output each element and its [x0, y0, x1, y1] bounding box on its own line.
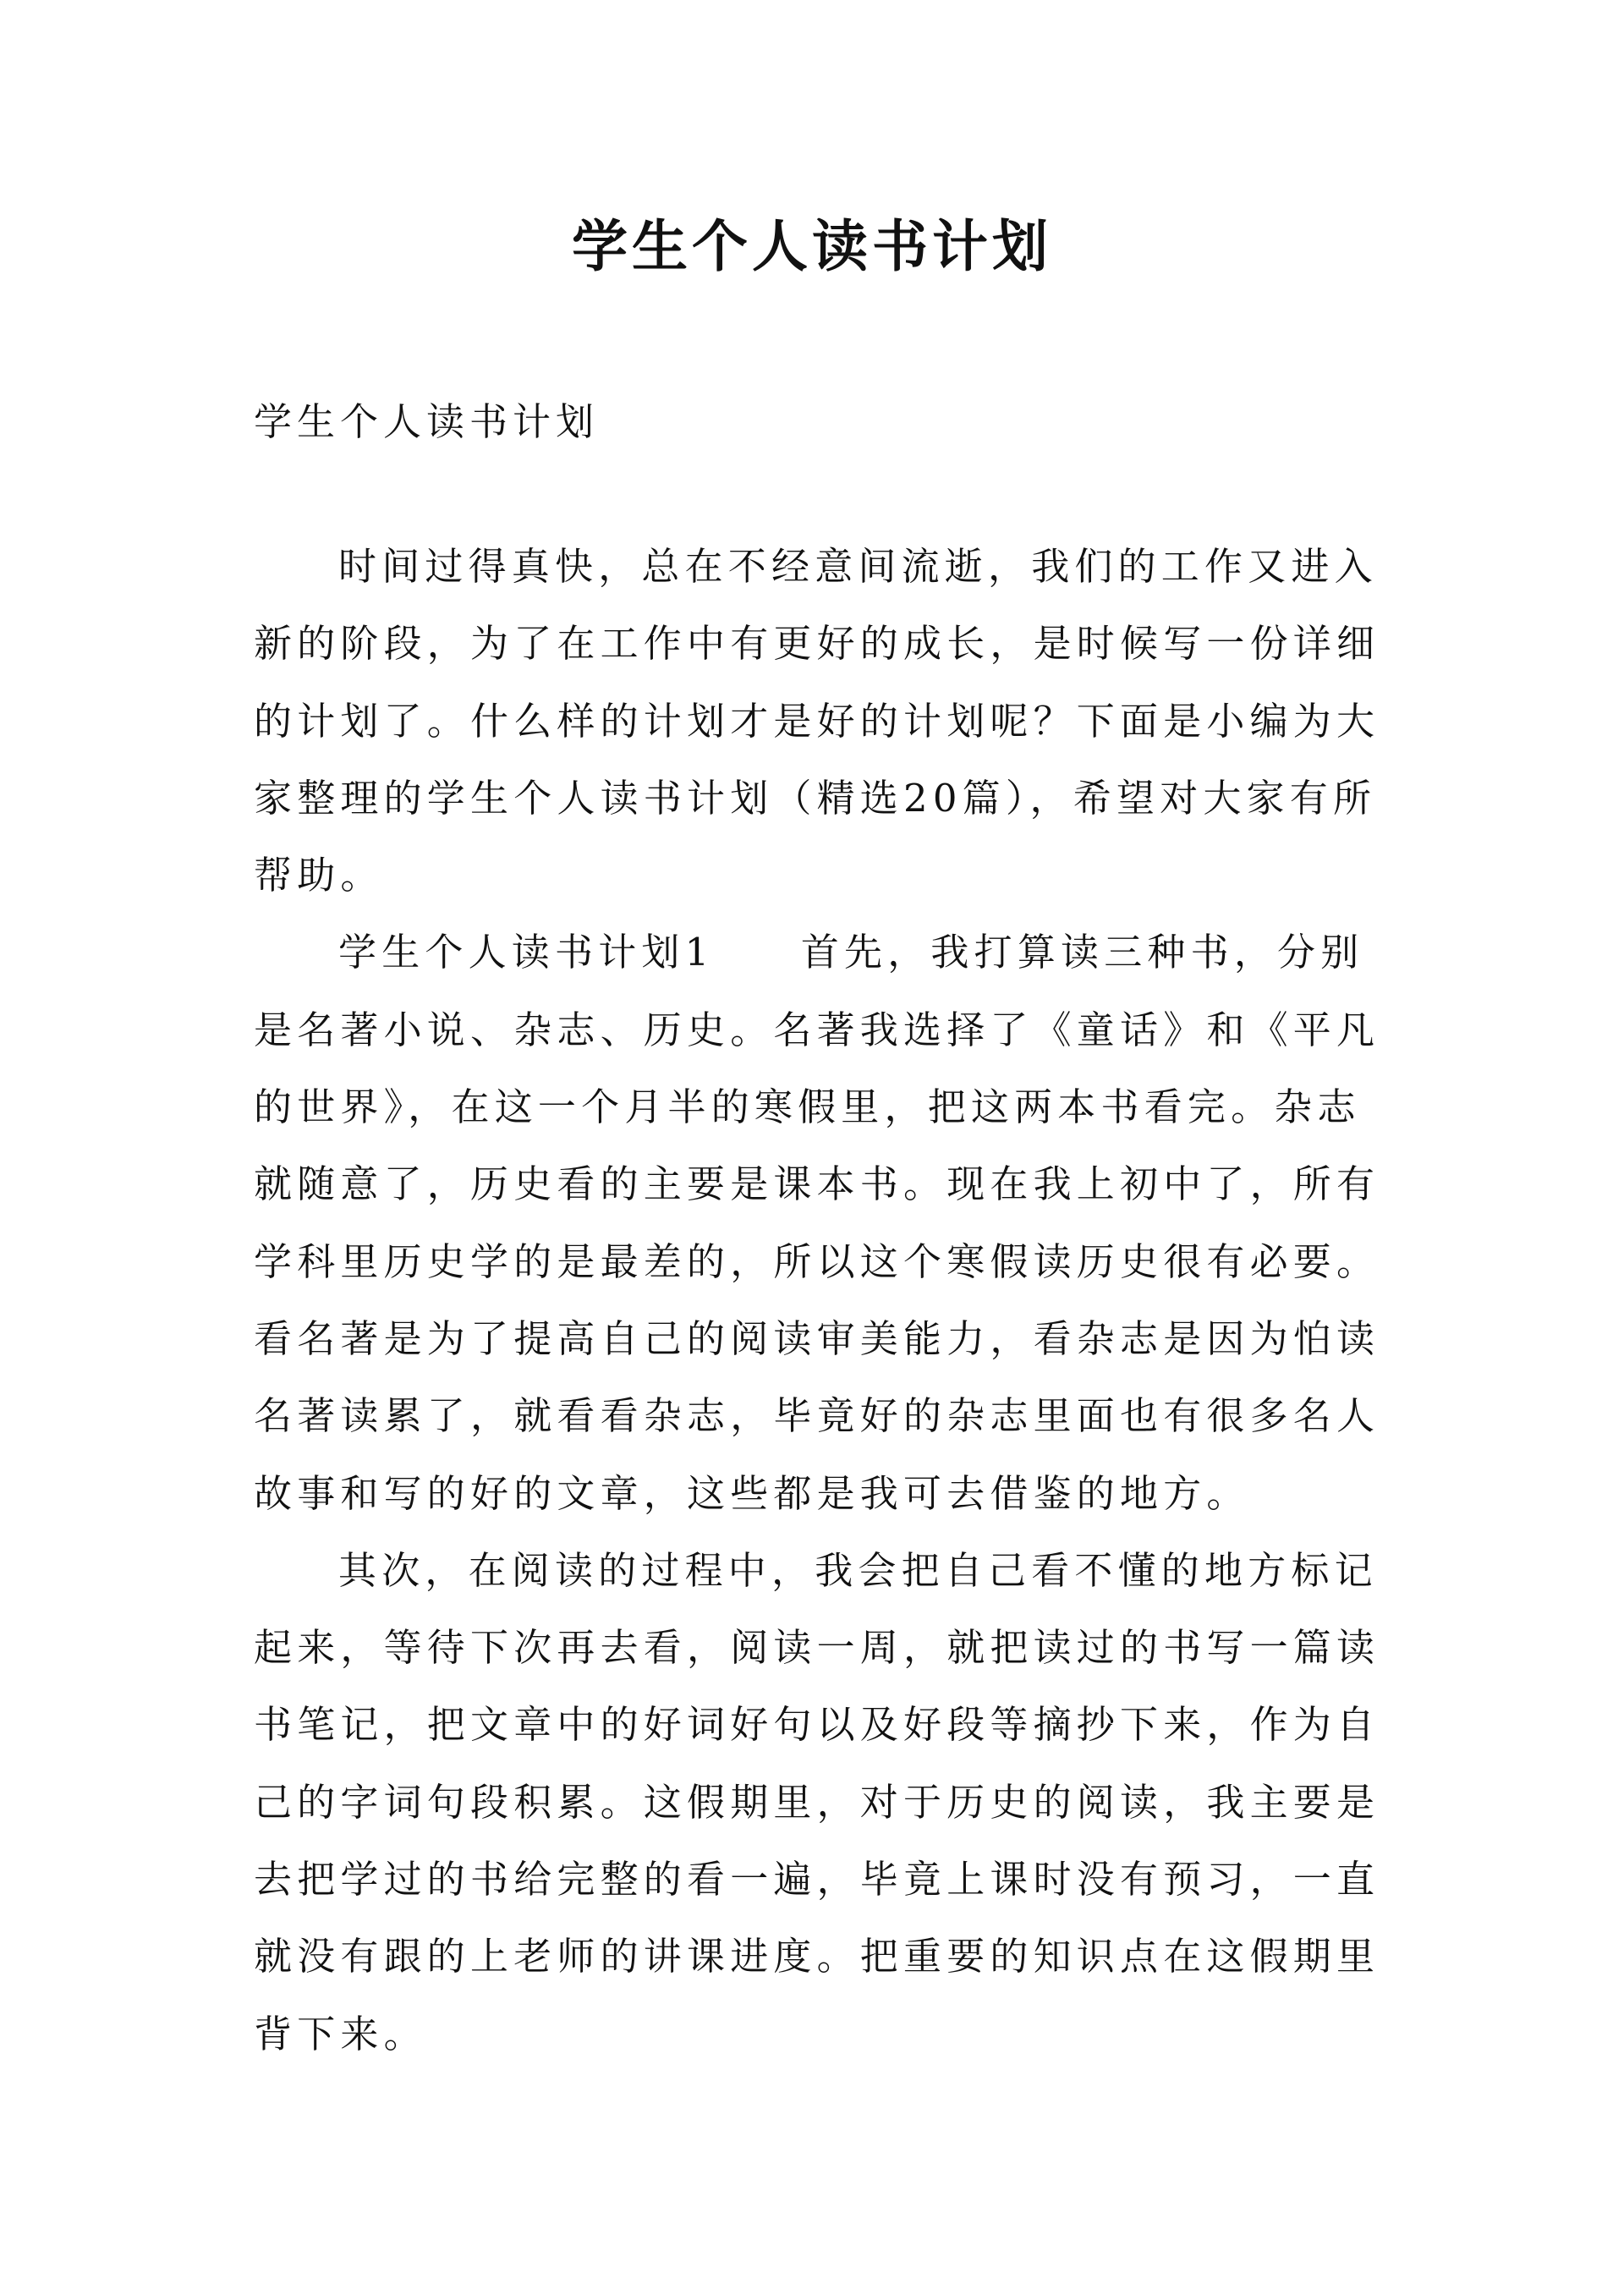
text-line: 己的字词句段积累。这假期里，对于历史的阅读，我主要是 [254, 1779, 1380, 1825]
text-line: 其次，在阅读的过程中，我会把自己看不懂的地方标记 [338, 1547, 1378, 1593]
paragraph-plan-1 [254, 927, 1413, 1545]
text-line: 就没有跟的上老师的讲课进度。把重要的知识点在这假期里 [254, 1934, 1380, 1979]
document-title: 学生个人读书计划 [572, 213, 1052, 279]
text-line: 书笔记，把文章中的好词好句以及好段等摘抄下来，作为自 [254, 1702, 1380, 1748]
text-line: 的世界》，在这一个月半的寒假里，把这两本书看完。杂志 [254, 1084, 1361, 1130]
text-line: 去把学过的书给完整的看一遍，毕竟上课时没有预习，一直 [254, 1857, 1380, 1902]
text-line: 故事和写的好的文章，这些都是我可去借鉴的地方。 [254, 1470, 1250, 1516]
text-line: 时间过得真快，总在不经意间流逝，我们的工作又进入 [338, 544, 1378, 589]
document-body [254, 541, 1413, 2086]
text-line: 起来，等待下次再去看，阅读一周，就把读过的书写一篇读 [254, 1625, 1380, 1671]
text-line: 学科里历史学的是最差的，所以这个寒假读历史很有必要。 [254, 1238, 1380, 1284]
paragraph-secondly [254, 1546, 1413, 2086]
text-line: 家整理的学生个人读书计划（精选20篇），希望对大家有所 [254, 775, 1377, 821]
text-line: 新的阶段，为了在工作中有更好的成长，是时候写一份详细 [254, 621, 1380, 667]
text-line: 看名著是为了提高自己的阅读审美能力，看杂志是因为怕读 [254, 1315, 1380, 1361]
text-line: 帮助。 [254, 853, 384, 898]
text-line: 的计划了。什么样的计划才是好的计划呢？下面是小编为大 [254, 698, 1380, 744]
paragraph-intro [254, 541, 1413, 927]
text-line: 背下来。 [254, 2011, 427, 2056]
text-line: 是名著小说、杂志、历史。名著我选择了《童话》和《平凡 [254, 1007, 1380, 1052]
text-line: 就随意了，历史看的主要是课本书。现在我上初中了，所有 [254, 1161, 1380, 1207]
text-line: 学生个人读书计划1 首先，我打算读三种书，分别 [338, 930, 1364, 975]
document-subtitle: 学生个人读书计划 [254, 399, 600, 444]
text-line: 名著读累了，就看看杂志，毕竟好的杂志里面也有很多名人 [254, 1393, 1380, 1439]
